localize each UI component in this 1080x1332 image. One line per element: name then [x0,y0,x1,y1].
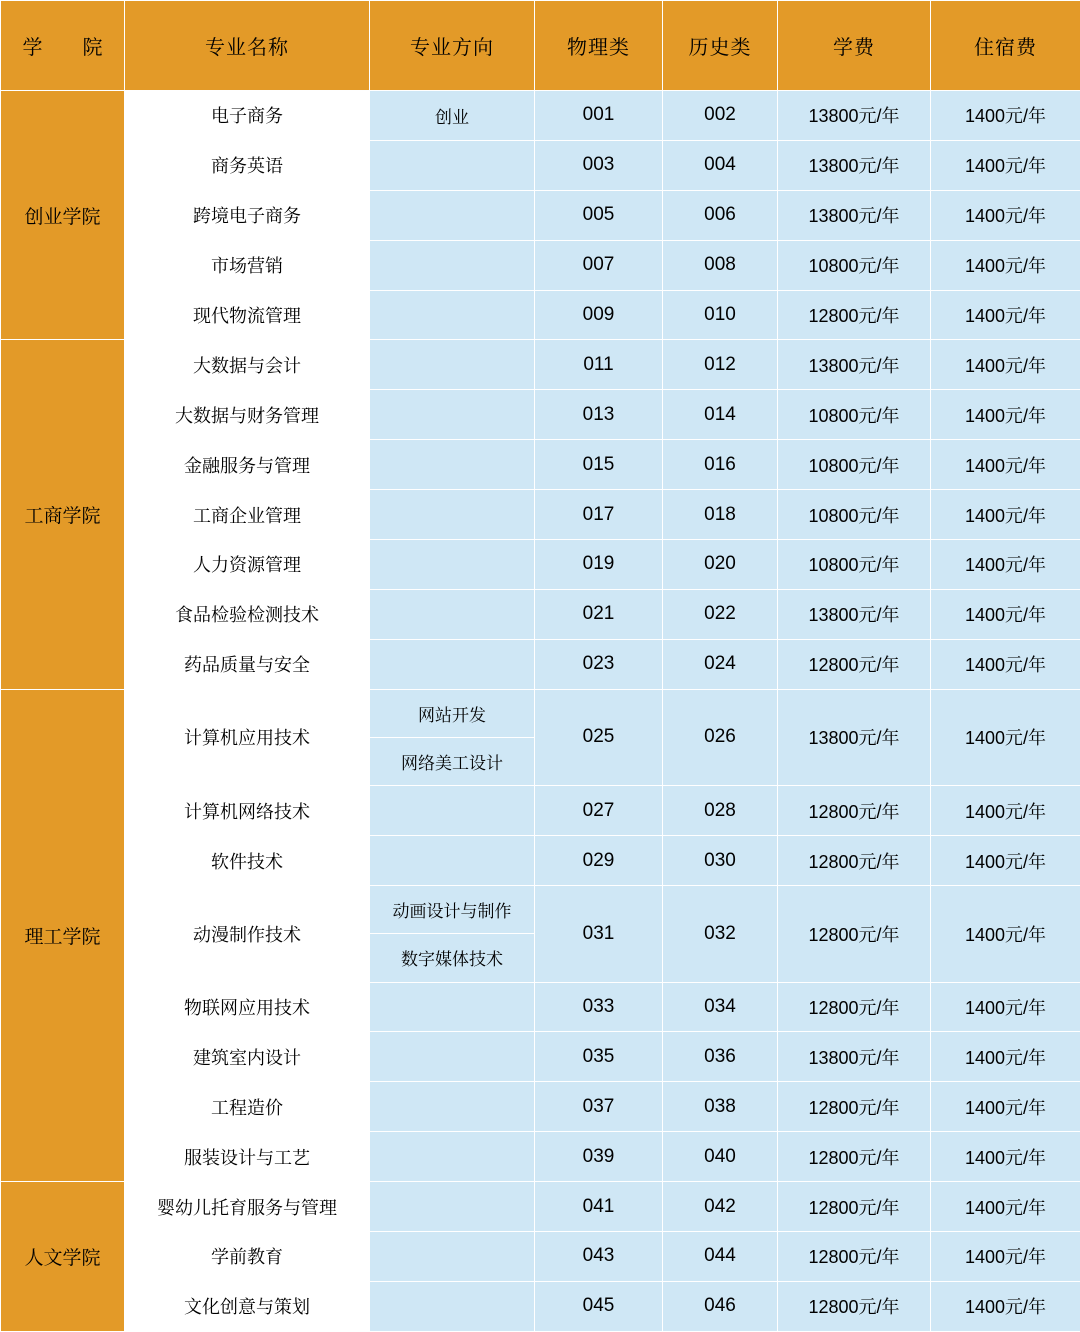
major-name-cell: 跨境电子商务 [125,190,370,240]
major-direction-cell [370,440,535,490]
tuition-cell: 12800元/年 [778,1132,931,1182]
major-direction-cell [370,190,535,240]
dorm-fee-cell: 1400元/年 [931,1281,1080,1331]
dorm-fee-cell: 1400元/年 [931,1132,1080,1182]
history-code-cell: 030 [663,836,778,886]
physics-code-cell: 001 [535,91,663,141]
history-code-cell: 020 [663,540,778,590]
major-name-cell: 动漫制作技术 [125,886,370,983]
major-direction-cell [370,1182,535,1232]
table-row [1,1232,1080,1282]
header-physics: 物理类 [535,1,663,91]
table-row [1,340,1080,390]
history-code-cell: 004 [663,140,778,190]
major-name-cell: 大数据与会计 [125,340,370,390]
history-code-cell: 036 [663,1032,778,1082]
table-row [1,240,1080,290]
history-code-cell: 016 [663,440,778,490]
tuition-cell: 10800元/年 [778,540,931,590]
physics-code-cell: 045 [535,1281,663,1331]
tuition-cell: 13800元/年 [778,190,931,240]
major-direction-cell [370,1132,535,1182]
header-history: 历史类 [663,1,778,91]
dorm-fee-cell: 1400元/年 [931,786,1080,836]
header-dorm: 住宿费 [931,1,1080,91]
major-name-cell: 工商企业管理 [125,490,370,540]
dorm-fee-cell: 1400元/年 [931,836,1080,886]
table-row [1,540,1080,590]
tuition-cell: 12800元/年 [778,982,931,1032]
major-direction-cell [370,1032,535,1082]
tuition-cell: 12800元/年 [778,786,931,836]
major-name-cell: 药品质量与安全 [125,639,370,689]
tuition-cell: 13800元/年 [778,140,931,190]
dorm-fee-cell: 1400元/年 [931,490,1080,540]
history-code-cell: 042 [663,1182,778,1232]
major-direction-cell [370,290,535,340]
table-body [1,91,1080,1332]
physics-code-cell: 027 [535,786,663,836]
physics-code-cell: 007 [535,240,663,290]
tuition-cell: 10800元/年 [778,390,931,440]
table-row [1,1132,1080,1182]
physics-code-cell: 039 [535,1132,663,1182]
major-name-cell: 商务英语 [125,140,370,190]
table-row [1,886,1080,934]
major-direction-cell [370,1281,535,1331]
college-cell: 工商学院 [1,340,125,689]
dorm-fee-cell: 1400元/年 [931,540,1080,590]
tuition-cell: 10800元/年 [778,440,931,490]
tuition-cell: 13800元/年 [778,1032,931,1082]
major-name-cell: 计算机网络技术 [125,786,370,836]
physics-code-cell: 037 [535,1082,663,1132]
dorm-fee-cell: 1400元/年 [931,140,1080,190]
dorm-fee-cell: 1400元/年 [931,240,1080,290]
major-direction-cell [370,836,535,886]
history-code-cell: 046 [663,1281,778,1331]
tuition-cell: 12800元/年 [778,290,931,340]
header-major: 专业名称 [125,1,370,91]
major-name-cell: 食品检验检测技术 [125,589,370,639]
physics-code-cell: 013 [535,390,663,440]
major-direction-cell: 网站开发 [370,689,535,737]
major-name-cell: 现代物流管理 [125,290,370,340]
table-row [1,490,1080,540]
major-name-cell: 软件技术 [125,836,370,886]
physics-code-cell: 029 [535,836,663,886]
major-name-cell: 金融服务与管理 [125,440,370,490]
history-code-cell: 014 [663,390,778,440]
history-code-cell: 044 [663,1232,778,1282]
physics-code-cell: 033 [535,982,663,1032]
table-row [1,639,1080,689]
major-direction-cell [370,490,535,540]
tuition-cell: 12800元/年 [778,1182,931,1232]
college-cell: 创业学院 [1,91,125,340]
history-code-cell: 024 [663,639,778,689]
major-name-cell: 文化创意与策划 [125,1281,370,1331]
history-code-cell: 010 [663,290,778,340]
major-direction-cell [370,540,535,590]
dorm-fee-cell: 1400元/年 [931,1032,1080,1082]
major-name-cell: 大数据与财务管理 [125,390,370,440]
table-row [1,440,1080,490]
dorm-fee-cell: 1400元/年 [931,1082,1080,1132]
major-direction-cell: 创业 [370,91,535,141]
history-code-cell: 038 [663,1082,778,1132]
table-row [1,390,1080,440]
major-name-cell: 服装设计与工艺 [125,1132,370,1182]
major-direction-cell: 动画设计与制作 [370,886,535,934]
college-cell: 理工学院 [1,689,125,1181]
table-row [1,589,1080,639]
dorm-fee-cell: 1400元/年 [931,639,1080,689]
major-name-cell: 人力资源管理 [125,540,370,590]
college-cell: 人文学院 [1,1182,125,1332]
tuition-cell: 12800元/年 [778,639,931,689]
dorm-fee-cell: 1400元/年 [931,1232,1080,1282]
physics-code-cell: 003 [535,140,663,190]
major-name-cell: 物联网应用技术 [125,982,370,1032]
table-row [1,836,1080,886]
table-row [1,190,1080,240]
header-row [1,1,1080,91]
physics-code-cell: 021 [535,589,663,639]
tuition-cell: 13800元/年 [778,589,931,639]
physics-code-cell: 023 [535,639,663,689]
major-direction-cell [370,340,535,390]
table-row [1,1032,1080,1082]
tuition-cell: 12800元/年 [778,836,931,886]
tuition-cell: 12800元/年 [778,886,931,983]
physics-code-cell: 031 [535,886,663,983]
major-name-cell: 学前教育 [125,1232,370,1282]
history-code-cell: 032 [663,886,778,983]
dorm-fee-cell: 1400元/年 [931,290,1080,340]
table-row [1,1281,1080,1331]
history-code-cell: 040 [663,1132,778,1182]
major-direction-cell [370,240,535,290]
table-row [1,1082,1080,1132]
physics-code-cell: 017 [535,490,663,540]
major-name-cell: 电子商务 [125,91,370,141]
major-direction-cell [370,982,535,1032]
major-direction-cell [370,589,535,639]
history-code-cell: 002 [663,91,778,141]
history-code-cell: 022 [663,589,778,639]
tuition-cell: 12800元/年 [778,1281,931,1331]
history-code-cell: 012 [663,340,778,390]
major-direction-cell [370,639,535,689]
table-row [1,786,1080,836]
major-name-cell: 婴幼儿托育服务与管理 [125,1182,370,1232]
major-direction-cell: 网络美工设计 [370,737,535,785]
tuition-cell: 13800元/年 [778,91,931,141]
table-row [1,982,1080,1032]
tuition-cell: 10800元/年 [778,240,931,290]
dorm-fee-cell: 1400元/年 [931,390,1080,440]
tuition-cell: 13800元/年 [778,689,931,786]
dorm-fee-cell: 1400元/年 [931,1182,1080,1232]
major-direction-cell [370,1082,535,1132]
tuition-cell: 12800元/年 [778,1082,931,1132]
header-direction: 专业方向 [370,1,535,91]
header-tuition: 学费 [778,1,931,91]
history-code-cell: 034 [663,982,778,1032]
tuition-cell: 13800元/年 [778,340,931,390]
major-direction-cell: 数字媒体技术 [370,934,535,982]
table-row [1,91,1080,141]
history-code-cell: 006 [663,190,778,240]
history-code-cell: 008 [663,240,778,290]
dorm-fee-cell: 1400元/年 [931,190,1080,240]
physics-code-cell: 015 [535,440,663,490]
physics-code-cell: 043 [535,1232,663,1282]
major-name-cell: 计算机应用技术 [125,689,370,786]
major-name-cell: 市场营销 [125,240,370,290]
tuition-cell: 12800元/年 [778,1232,931,1282]
table-row [1,689,1080,737]
header-college: 学 院 [1,1,125,91]
physics-code-cell: 005 [535,190,663,240]
dorm-fee-cell: 1400元/年 [931,982,1080,1032]
physics-code-cell: 035 [535,1032,663,1082]
major-direction-cell [370,786,535,836]
tuition-cell: 10800元/年 [778,490,931,540]
dorm-fee-cell: 1400元/年 [931,689,1080,786]
major-direction-cell [370,1232,535,1282]
dorm-fee-cell: 1400元/年 [931,91,1080,141]
physics-code-cell: 041 [535,1182,663,1232]
physics-code-cell: 025 [535,689,663,786]
dorm-fee-cell: 1400元/年 [931,340,1080,390]
history-code-cell: 018 [663,490,778,540]
dorm-fee-cell: 1400元/年 [931,589,1080,639]
major-name-cell: 建筑室内设计 [125,1032,370,1082]
history-code-cell: 028 [663,786,778,836]
history-code-cell: 026 [663,689,778,786]
major-name-cell: 工程造价 [125,1082,370,1132]
table-row [1,140,1080,190]
physics-code-cell: 019 [535,540,663,590]
major-direction-cell [370,140,535,190]
table-header [1,1,1080,91]
dorm-fee-cell: 1400元/年 [931,440,1080,490]
dorm-fee-cell: 1400元/年 [931,886,1080,983]
table-row [1,290,1080,340]
table-row [1,1182,1080,1232]
physics-code-cell: 011 [535,340,663,390]
major-direction-cell [370,390,535,440]
physics-code-cell: 009 [535,290,663,340]
